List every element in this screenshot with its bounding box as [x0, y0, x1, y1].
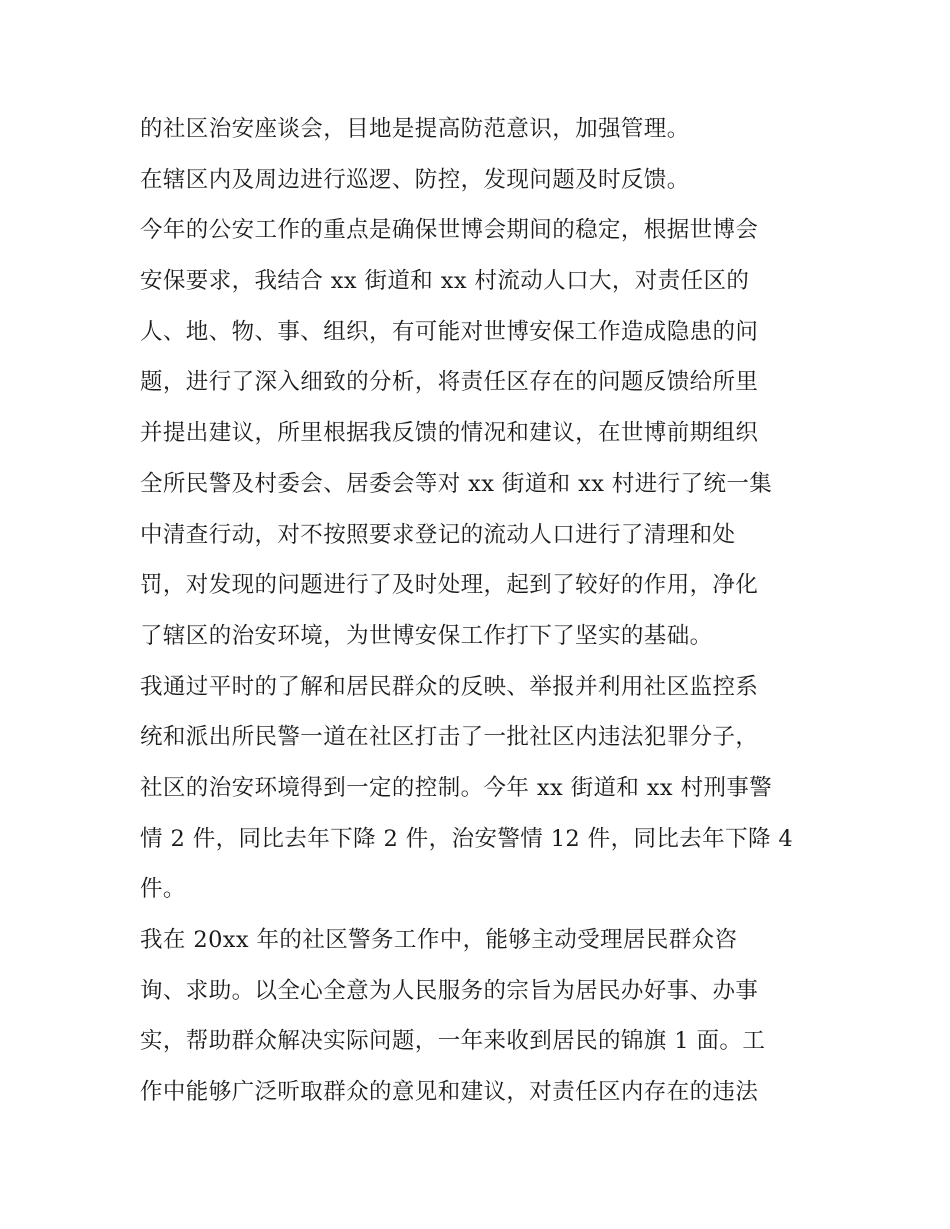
text-line: 并提出建议，所里根据我反馈的情况和建议，在世博前期组织	[140, 420, 759, 447]
document-body	[140, 104, 830, 1118]
text-line: 情 2 件，同比去年下降 2 件，治安警情 12 件，同比去年下降 4	[140, 825, 794, 852]
text-line: 统和派出所民警一道在社区打击了一批社区内违法犯罪分子，	[140, 724, 759, 751]
text-line: 我通过平时的了解和居民群众的反映、举报并利用社区监控系	[140, 673, 759, 700]
text-line: 实，帮助群众解决实际问题，一年来收到居民的锦旗 1 面。工	[140, 1028, 766, 1055]
text-line: 全所民警及村委会、居委会等对 xx 街道和 xx 村进行了统一集	[140, 470, 773, 497]
text-line: 的社区治安座谈会，目地是提高防范意识，加强管理。	[140, 116, 690, 142]
text-line: 今年的公安工作的重点是确保世博会期间的稳定，根据世博会	[140, 217, 759, 244]
text-line: 中清查行动，对不按照要求登记的流动人口进行了清理和处	[140, 521, 736, 548]
text-line: 询、求助。以全心全意为人民服务的宗旨为居民办好事、办事	[140, 977, 759, 1004]
text-line: 作中能够广泛听取群众的意见和建议，对责任区内存在的违法	[140, 1079, 759, 1106]
text-line: 题，进行了深入细致的分析，将责任区存在的问题反馈给所里	[140, 369, 759, 396]
text-line: 我在 20xx 年的社区警务工作中，能够主动受理居民群众咨	[140, 927, 738, 953]
text-line: 罚，对发现的问题进行了及时处理，起到了较好的作用，净化	[140, 572, 759, 599]
text-line: 在辖区内及周边进行巡逻、防控，发现问题及时反馈。	[140, 166, 690, 193]
text-line: 社区的治安环境得到一定的控制。今年 xx 街道和 xx 村刑事警	[140, 774, 773, 801]
text-line: 安保要求，我结合 xx 街道和 xx 村流动人口大，对责任区的	[140, 268, 750, 295]
text-line: 了辖区的治安环境，为世博安保工作打下了坚实的基础。	[140, 622, 713, 649]
text-line: 件。	[140, 876, 186, 903]
text-line: 人、地、物、事、组织，有可能对世博安保工作造成隐患的问	[140, 318, 759, 345]
